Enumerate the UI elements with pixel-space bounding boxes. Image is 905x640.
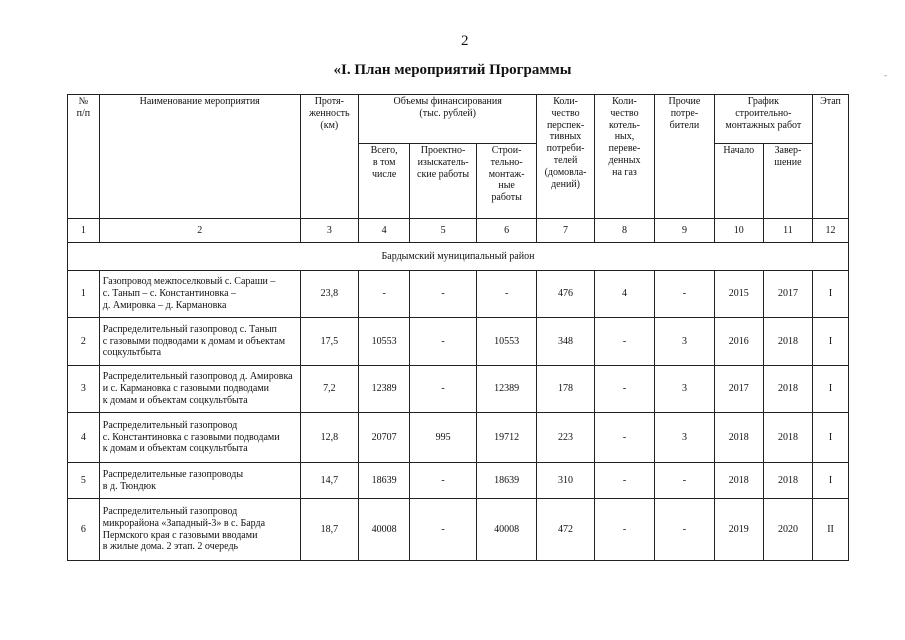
- row-construction: 12389: [476, 365, 536, 413]
- header-end: Завер- шение: [763, 144, 812, 219]
- header-num: № п/п: [68, 95, 100, 219]
- header-fin-design: Проектно- изыскатель- ские работы: [410, 144, 477, 219]
- row-total: 10553: [359, 318, 410, 366]
- row-length: 17,5: [300, 318, 358, 366]
- row-stage: I: [813, 462, 849, 498]
- column-number: 2: [99, 219, 300, 243]
- column-number: 4: [359, 219, 410, 243]
- row-consumers: 178: [537, 365, 594, 413]
- row-total: 12389: [359, 365, 410, 413]
- district-name: Бардымский муниципальный район: [68, 243, 849, 270]
- row-length: 18,7: [300, 499, 358, 561]
- table-row: [68, 318, 849, 366]
- row-start: 2018: [714, 413, 763, 463]
- row-other: 3: [655, 365, 714, 413]
- header-length: Протя- женность (км): [300, 95, 358, 219]
- header-start: Начало: [714, 144, 763, 219]
- row-num: 3: [68, 365, 100, 413]
- row-design: -: [410, 318, 477, 366]
- row-length: 23,8: [300, 270, 358, 318]
- header-fin-construction: Строи- тельно- монтаж- ные работы: [476, 144, 536, 219]
- row-num: 1: [68, 270, 100, 318]
- row-construction: 19712: [476, 413, 536, 463]
- row-consumers: 476: [537, 270, 594, 318]
- column-number: 7: [537, 219, 594, 243]
- table-row: [68, 413, 849, 463]
- page-title: «I. План мероприятий Программы: [333, 62, 572, 78]
- column-number: 1: [68, 219, 100, 243]
- row-boilers: 4: [594, 270, 654, 318]
- column-number: 6: [476, 219, 536, 243]
- row-design: -: [410, 499, 477, 561]
- header-fin-total: Всего, в том числе: [359, 144, 410, 219]
- row-num: 6: [68, 499, 100, 561]
- row-end: 2018: [763, 318, 812, 366]
- row-end: 2018: [763, 413, 812, 463]
- row-stage: I: [813, 365, 849, 413]
- column-number: 8: [594, 219, 654, 243]
- row-design: 995: [410, 413, 477, 463]
- row-length: 12,8: [300, 413, 358, 463]
- row-stage: I: [813, 318, 849, 366]
- page-number: 2: [461, 33, 469, 49]
- row-design: -: [410, 270, 477, 318]
- row-boilers: -: [594, 413, 654, 463]
- row-other: 3: [655, 413, 714, 463]
- row-name: Распределительные газопроводы в д. Тюндюк: [99, 462, 300, 498]
- row-other: 3: [655, 318, 714, 366]
- table-row: [68, 365, 849, 413]
- margin-mark: -: [884, 70, 887, 80]
- row-consumers: 223: [537, 413, 594, 463]
- row-total: -: [359, 270, 410, 318]
- row-other: -: [655, 270, 714, 318]
- column-number: 9: [655, 219, 714, 243]
- table-row: [68, 270, 849, 318]
- table-row: [68, 499, 849, 561]
- row-construction: 40008: [476, 499, 536, 561]
- header-stage: Этап: [813, 95, 849, 219]
- row-design: -: [410, 462, 477, 498]
- row-other: -: [655, 499, 714, 561]
- row-name: Распределительный газопровод с. Константиновка с газовыми подводами к домам и объектам соцкультбыта: [99, 413, 300, 463]
- row-stage: II: [813, 499, 849, 561]
- row-name: Газопровод межпоселковый с. Сараши – с. Танып – с. Константиновка – д. Амировка – д. Кармановка: [99, 270, 300, 318]
- row-other: -: [655, 462, 714, 498]
- row-design: -: [410, 365, 477, 413]
- district-row: [68, 243, 849, 270]
- row-end: 2020: [763, 499, 812, 561]
- row-boilers: -: [594, 318, 654, 366]
- row-num: 5: [68, 462, 100, 498]
- row-total: 40008: [359, 499, 410, 561]
- row-end: 2017: [763, 270, 812, 318]
- row-length: 7,2: [300, 365, 358, 413]
- column-number: 12: [813, 219, 849, 243]
- column-number: 3: [300, 219, 358, 243]
- row-consumers: 472: [537, 499, 594, 561]
- row-end: 2018: [763, 462, 812, 498]
- header-financing: Объемы финансирования (тыс. рублей): [359, 95, 537, 144]
- row-length: 14,7: [300, 462, 358, 498]
- row-start: 2016: [714, 318, 763, 366]
- header-schedule: График строительно- монтажных работ: [714, 95, 812, 144]
- row-construction: 18639: [476, 462, 536, 498]
- row-construction: 10553: [476, 318, 536, 366]
- row-boilers: -: [594, 499, 654, 561]
- row-boilers: -: [594, 365, 654, 413]
- column-number: 5: [410, 219, 477, 243]
- row-end: 2018: [763, 365, 812, 413]
- row-consumers: 310: [537, 462, 594, 498]
- row-num: 4: [68, 413, 100, 463]
- row-construction: -: [476, 270, 536, 318]
- row-name: Распределительный газопровод с. Танып с газовыми подводами к домам и объектам соцкультбыта: [99, 318, 300, 366]
- program-plan-table: [67, 94, 849, 561]
- column-numbers-row: [68, 219, 849, 243]
- row-total: 18639: [359, 462, 410, 498]
- column-number: 10: [714, 219, 763, 243]
- header-consumers: Коли- чество перспек- тивных потреби- телей (домовла- дений): [537, 95, 594, 219]
- row-start: 2017: [714, 365, 763, 413]
- row-name: Распределительный газопровод микрорайона «Западный-3» в с. Барда Пермского края с газовыми вводами в жилые дома. 2 этап. 2 очередь: [99, 499, 300, 561]
- column-number: 11: [763, 219, 812, 243]
- header-other-consumers: Прочие потре- бители: [655, 95, 714, 219]
- row-start: 2015: [714, 270, 763, 318]
- table-row: [68, 462, 849, 498]
- header-boilers: Коли- чество котель- ных, переве- денных на газ: [594, 95, 654, 219]
- row-consumers: 348: [537, 318, 594, 366]
- row-start: 2018: [714, 462, 763, 498]
- row-total: 20707: [359, 413, 410, 463]
- row-stage: I: [813, 270, 849, 318]
- row-start: 2019: [714, 499, 763, 561]
- header-name: Наименование мероприятия: [99, 95, 300, 219]
- row-name: Распределительный газопровод д. Амировка и с. Кармановка с газовыми подводами к домам и объектам соцкультбыта: [99, 365, 300, 413]
- row-boilers: -: [594, 462, 654, 498]
- row-num: 2: [68, 318, 100, 366]
- row-stage: I: [813, 413, 849, 463]
